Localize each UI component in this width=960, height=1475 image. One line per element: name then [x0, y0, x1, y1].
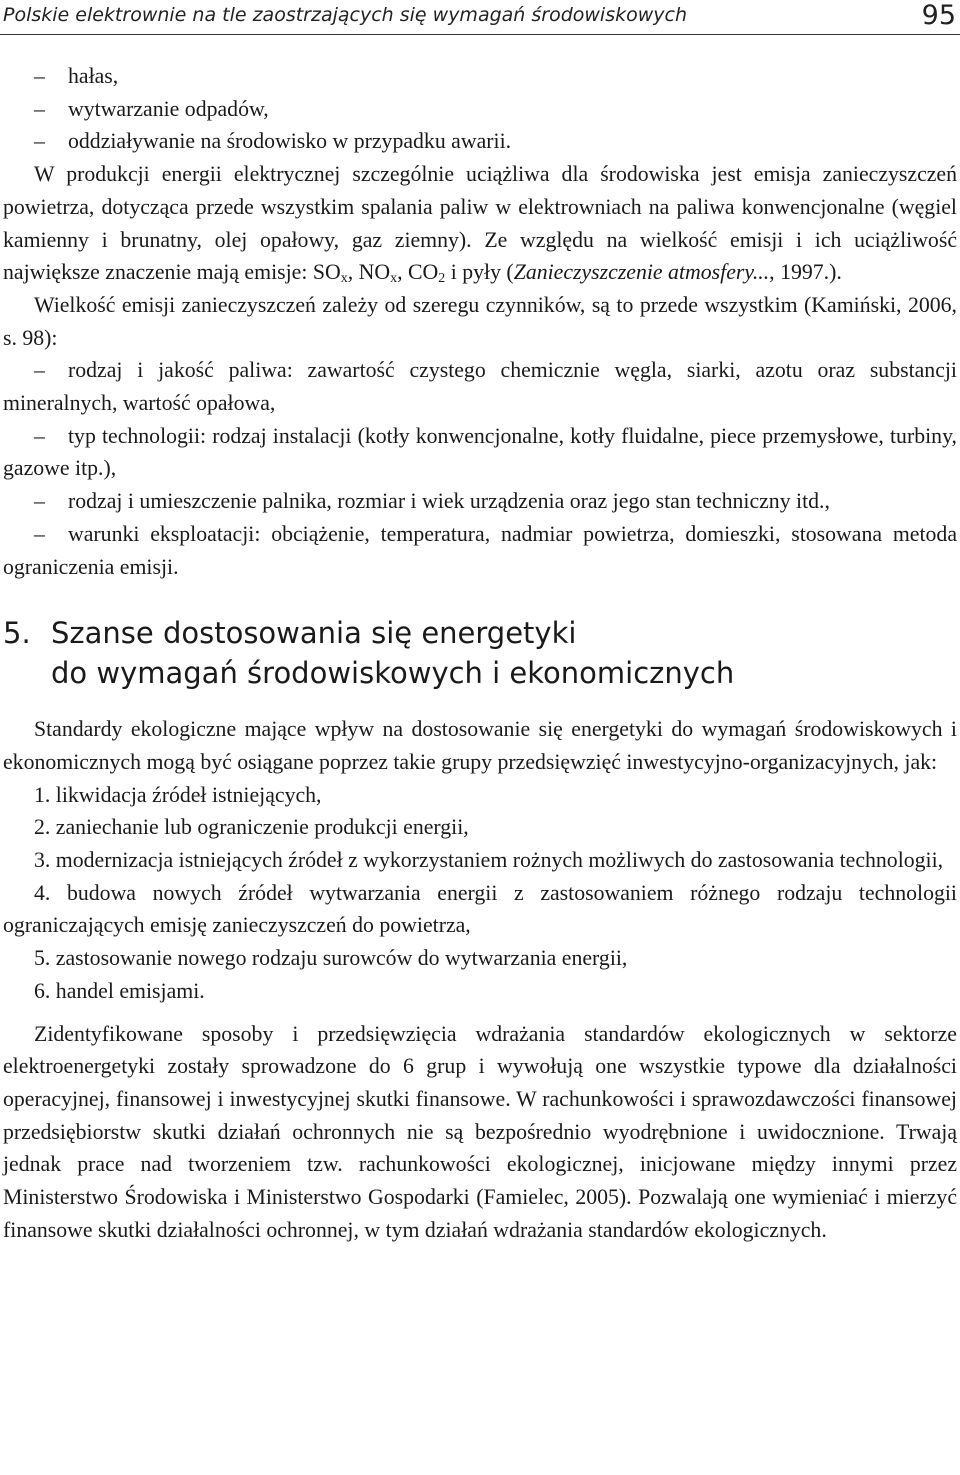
- list-item: – hałas,: [3, 60, 957, 93]
- section-heading: [3, 613, 957, 693]
- header-divider: [0, 34, 960, 35]
- list-item: – typ technologii: rodzaj instalacji (kotły konwencjonalne, kotły fluidalne, piece przemysłowe, turbiny, gazowe itp.),: [3, 420, 957, 485]
- running-header: [0, 0, 960, 34]
- section-number: 5.: [3, 616, 31, 651]
- section-title-line1: Szanse dostosowania się energetyki: [51, 616, 577, 651]
- page-body: [3, 60, 957, 1247]
- dash-bullet: –: [34, 358, 45, 383]
- section-title-line2: do wymagań środowiskowych i ekonomicznych: [51, 656, 735, 691]
- running-header-title: Polskie elektrownie na tle zaostrzających się wymagań środowiskowych: [3, 4, 688, 26]
- dash-bullet: –: [34, 489, 45, 514]
- list-item: – wytwarzanie odpadów,: [3, 93, 957, 126]
- paragraph-emissions: W produkcji energii elektrycznej szczególnie uciążliwa dla środowiska jest emisja zanieczyszczeń powietrza, dotycząca przede wszystkim spalania paliw w elektrowniach na paliwa konwencjonalne (węgiel kamienny i brunatny, olej opałowy, gaz ziemny). Ze względu na wielkość emisji i ich uciążliwość największe znaczenie mają emisje: $SO_x$, $NO_x$, $CO_2$ i pyły (Zanieczyszczenie atmosfery..., 1997.).: [3, 162, 957, 287]
- paragraph-standards: Standardy ekologiczne mające wpływ na dostosowanie się energetyki do wymagań środowiskowych i ekonomicznych mogą być osiągane poprzez takie grupy przedsięwzięć inwestycyjno-organizacyjnych, jak:: [3, 717, 957, 774]
- measures-numbered-list: [3, 779, 957, 1008]
- paragraph-factors-intro: Wielkość emisji zanieczyszczeń zależy od szeregu czynników, są to przede wszystkim (Kamiński, 2006, s. 98):: [3, 292, 957, 350]
- dash-bullet: –: [34, 129, 45, 154]
- list-item: 5. zastosowanie nowego rodzaju surowców do wytwarzania energii,: [34, 946, 628, 971]
- emission-sources-list: [3, 60, 957, 158]
- emission-factors-list: [3, 354, 957, 583]
- list-item: 2. zaniechanie lub ograniczenie produkcji energii,: [34, 815, 469, 840]
- page-number: 95: [921, 0, 956, 31]
- list-item: – rodzaj i jakość paliwa: zawartość czystego chemicznie węgla, siarki, azotu oraz substancji mineralnych, wartość opałowa,: [3, 354, 957, 419]
- list-item: – warunki eksploatacji: obciążenie, temperatura, nadmiar powietrza, domieszki, stosowana metoda ograniczenia emisji.: [3, 518, 957, 583]
- list-item: – oddziaływanie na środowisko w przypadku awarii.: [3, 125, 957, 158]
- list-item: 1. likwidacja źródeł istniejących,: [34, 782, 322, 807]
- list-item: 4. budowa nowych źródeł wytwarzania energii z zastosowaniem różnego rodzaju technologii ograniczających emisję zanieczyszczeń do powietrza,: [3, 880, 957, 938]
- citation-italic: Zanieczyszczenie atmosfery...: [513, 260, 770, 285]
- dash-bullet: –: [34, 64, 45, 88]
- dash-bullet: –: [34, 521, 45, 546]
- paragraph-accounting: Zidentyfikowane sposoby i przedsięwzięcia wdrażania standardów ekologicznych w sektorze elektroenergetyki zostały sprowadzone do 6 grup i wywołują one wszystkie typowe dla działalności operacyjnej, finansowej i inwestycyjnej skutki finansowe. W rachunkowości i sprawozdawczości finansowej przedsiębiorstw skutki działań ochronnych nie są bezpośrednio wyodrębnione i uwidocznione. Trwają jednak prace nad tworzeniem tzw. rachunkowości ekologicznej, inicjowane między innymi przez Ministerstwo Środowiska i Ministerstwo Gospodarki (Famielec, 2005). Pozwalają one wymieniać i mierzyć finansowe skutki działalności ochronnej, w tym działań wdrażania standardów ekologicznych.: [3, 1021, 957, 1242]
- list-item: – rodzaj i umieszczenie palnika, rozmiar i wiek urządzenia oraz jego stan techniczny itd.,: [3, 485, 957, 518]
- list-item: 6. handel emisjami.: [34, 978, 205, 1003]
- list-item: 3. modernizacja istniejących źródeł z wykorzystaniem rożnych możliwych do zastosowania technologii,: [34, 848, 944, 873]
- dash-bullet: –: [34, 423, 45, 448]
- dash-bullet: –: [34, 96, 45, 121]
